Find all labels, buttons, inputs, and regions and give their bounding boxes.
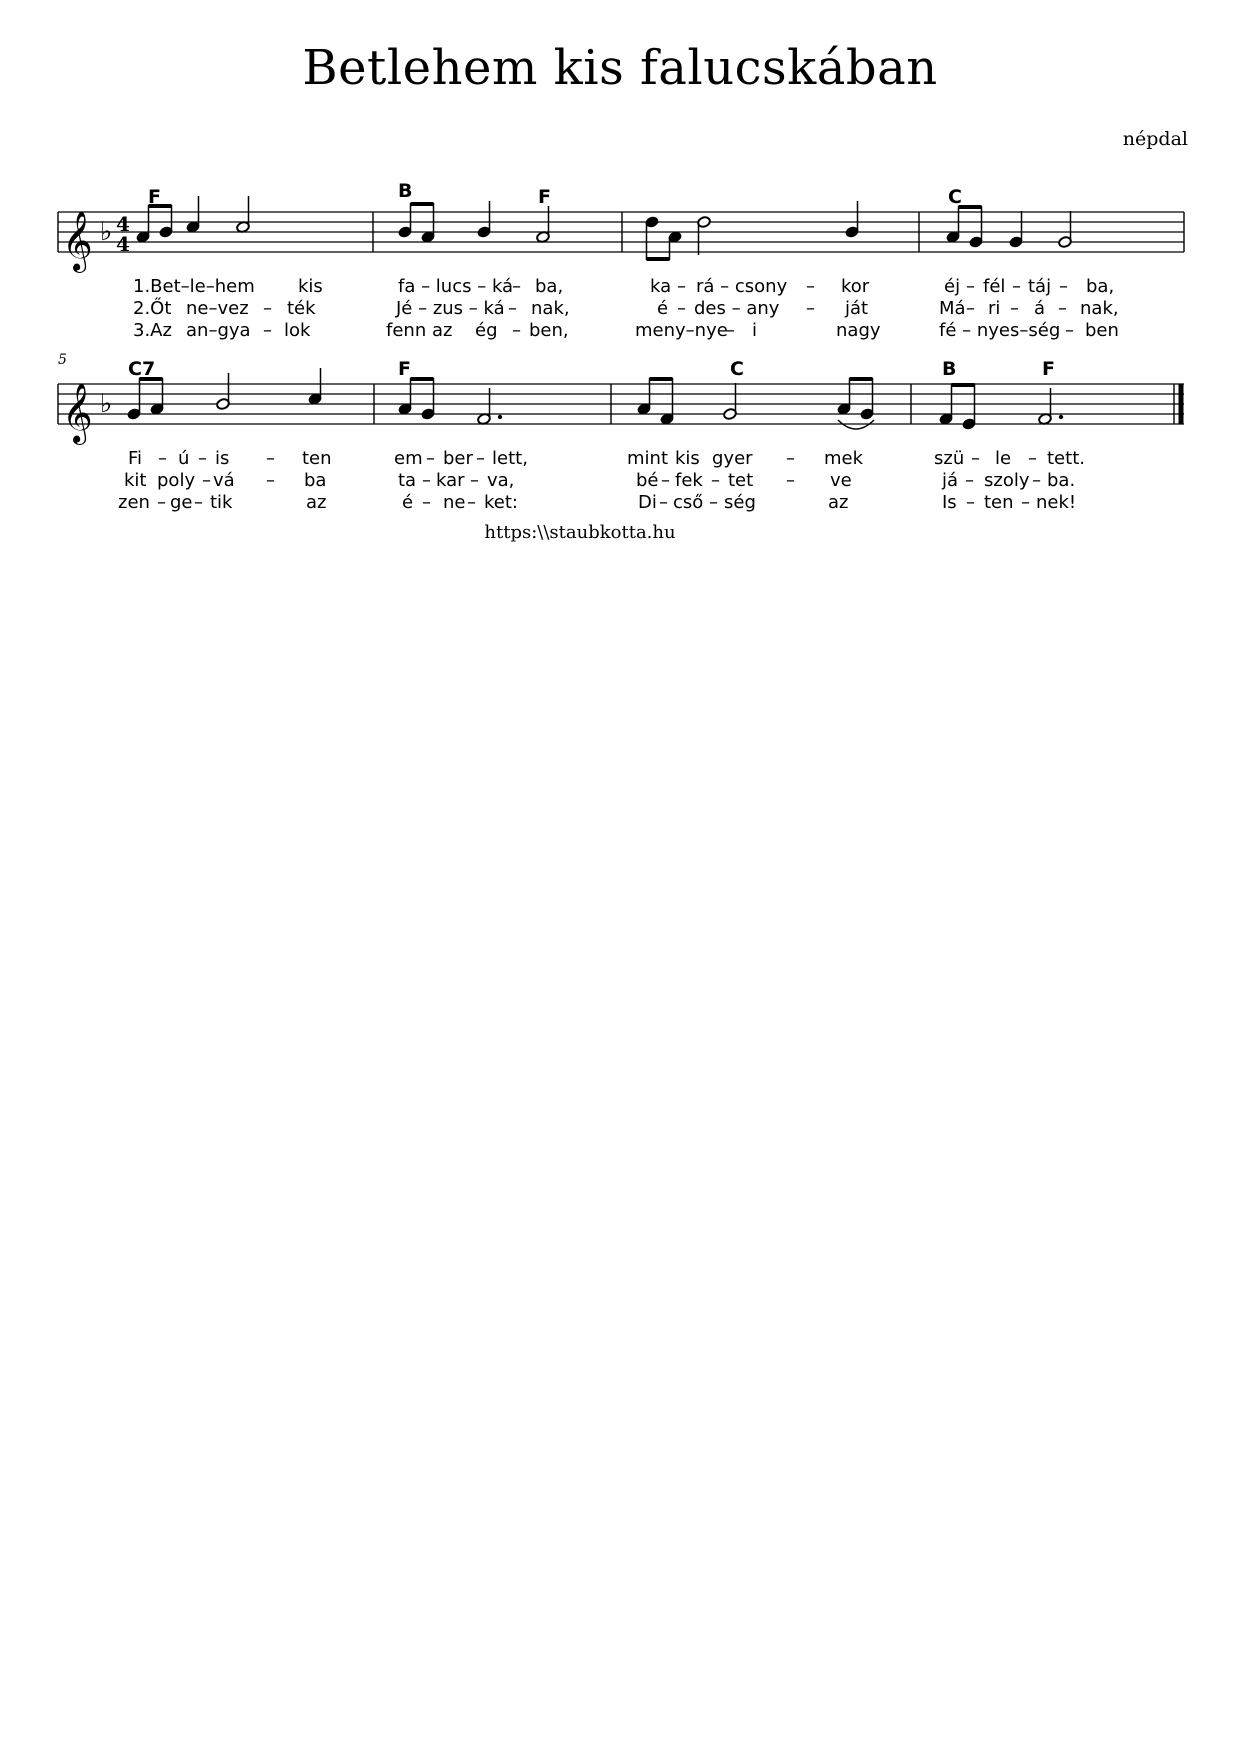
- lyric-syllable: –: [1059, 276, 1068, 297]
- lyric-syllable: fé – nyes–ség: [939, 320, 1061, 341]
- lyric-syllable: ne: [443, 492, 466, 513]
- lyric-syllable: fek: [675, 470, 703, 491]
- lyric-syllable: az: [828, 492, 849, 513]
- lyric-syllable: va,: [487, 470, 515, 491]
- lyric-syllable: –: [194, 492, 203, 513]
- lyric-syllable: –: [966, 492, 975, 513]
- lyric-syllable: ú: [178, 448, 190, 469]
- lyric-syllable: ket:: [484, 492, 518, 513]
- lyric-syllable: –: [806, 298, 815, 319]
- lyric-syllable: ség: [724, 492, 756, 513]
- lyric-syllable: –: [966, 298, 975, 319]
- lyric-syllable: poly: [157, 470, 196, 491]
- lyric-syllable: lok: [284, 320, 311, 341]
- lyric-syllable: –: [476, 448, 485, 469]
- lyric-syllable: ka: [650, 276, 672, 297]
- lyric-syllable: –: [661, 470, 670, 491]
- lyric-syllable: Fi: [128, 448, 143, 469]
- lyric-syllable: Má: [939, 298, 966, 319]
- lyric-syllable: –: [726, 320, 735, 341]
- lyric-syllable: táj: [1028, 276, 1052, 297]
- lyric-syllable: nak,: [531, 298, 570, 319]
- lyric-syllable: nak,: [1080, 298, 1119, 319]
- lyric-syllable: rá – csony: [696, 276, 788, 297]
- lyric-syllable: ta: [398, 470, 417, 491]
- lyric-syllable: szoly: [984, 470, 1030, 491]
- lyric-syllable: ve: [830, 470, 852, 491]
- lyric-syllable: –: [1028, 448, 1037, 469]
- lyric-syllable: –: [1012, 276, 1021, 297]
- chord-symbol: F: [538, 186, 551, 208]
- lyric-syllable: ne–vez: [186, 298, 249, 319]
- chord-symbol: C7: [128, 358, 156, 380]
- lyric-syllable: cső: [673, 492, 704, 513]
- lyric-syllable: lett,: [492, 448, 528, 469]
- lyric-syllable: –: [659, 492, 668, 513]
- lyric-syllable: des – any: [694, 298, 780, 319]
- lyric-syllable: Di: [638, 492, 657, 513]
- lyric-syllable: –: [786, 470, 795, 491]
- svg-text:4: 4: [116, 212, 130, 236]
- svg-text:4: 4: [116, 232, 130, 256]
- lyric-syllable: vá: [213, 470, 235, 491]
- lyric-syllable: –: [422, 492, 431, 513]
- lyric-syllable: nagy: [836, 320, 881, 341]
- treble-clef-icon: 𝄞: [62, 383, 93, 443]
- lyric-syllable: 2.Őt: [133, 298, 172, 319]
- lyric-syllable: kor: [841, 276, 870, 297]
- lyric-syllable: kis: [298, 276, 323, 297]
- lyric-syllable: Jé – zus – ká: [396, 298, 505, 319]
- lyric-syllable: –: [1058, 298, 1067, 319]
- lyric-syllable: –: [202, 470, 211, 491]
- lyric-syllable: kar: [436, 470, 465, 491]
- lyric-syllable: ba: [304, 470, 327, 491]
- lyric-syllable: –: [158, 448, 167, 469]
- lyric-syllable: kis: [675, 448, 700, 469]
- lyric-syllable: ber: [443, 448, 473, 469]
- lyric-syllable: i: [752, 320, 758, 341]
- lyric-syllable: em: [394, 448, 423, 469]
- lyric-syllable: –: [422, 470, 431, 491]
- lyric-syllable: –: [157, 492, 166, 513]
- composer-credit: népdal: [1122, 128, 1188, 150]
- lyric-syllable: le: [995, 448, 1012, 469]
- lyric-syllable: –: [263, 320, 272, 341]
- staff-system-2: [58, 368, 1184, 445]
- lyric-syllable: –: [965, 470, 974, 491]
- lyric-syllable: –: [1010, 298, 1019, 319]
- lyric-syllable: ben,: [529, 320, 569, 341]
- lyric-syllable: ba,: [1086, 276, 1115, 297]
- lyric-syllable: tik: [210, 492, 233, 513]
- lyric-syllable: –: [263, 298, 272, 319]
- lyric-syllable: –: [426, 448, 435, 469]
- lyric-syllable: bé: [636, 470, 659, 491]
- lyric-syllable: é: [402, 492, 414, 513]
- chord-symbol: B: [942, 358, 957, 380]
- lyric-syllable: kit: [124, 470, 147, 491]
- lyric-syllable: já: [942, 470, 959, 491]
- lyric-syllable: fél: [983, 276, 1006, 297]
- lyric-syllable: –: [971, 448, 980, 469]
- lyric-syllable: fenn az: [386, 320, 453, 341]
- lyric-syllable: –: [508, 298, 517, 319]
- chord-symbol: F: [398, 358, 411, 380]
- lyric-syllable: ba.: [1047, 470, 1076, 491]
- lyric-syllable: szü: [934, 448, 965, 469]
- lyric-syllable: gyer: [712, 448, 753, 469]
- lyric-syllable: –: [512, 276, 521, 297]
- lyric-syllable: –: [1032, 470, 1041, 491]
- chord-symbol: F: [148, 186, 161, 208]
- lyric-syllable: ját: [845, 298, 869, 319]
- lyric-syllable: ték: [287, 298, 316, 319]
- lyric-syllable: –: [677, 276, 686, 297]
- chord-symbol: F: [1042, 358, 1055, 380]
- chord-symbol: B: [398, 180, 413, 202]
- lyric-syllable: 3.Az: [133, 320, 172, 341]
- lyric-syllable: –: [266, 470, 275, 491]
- lyric-syllable: –: [711, 470, 720, 491]
- lyric-syllable: mek: [824, 448, 864, 469]
- lyric-syllable: –: [966, 276, 975, 297]
- lyric-syllable: zen: [118, 492, 150, 513]
- page-title: Betlehem kis falucskában: [302, 40, 938, 96]
- treble-clef-icon: 𝄞: [62, 211, 93, 271]
- lyric-syllable: –: [709, 492, 718, 513]
- lyric-syllable: –: [467, 492, 476, 513]
- lyric-syllable: ri: [988, 298, 1001, 319]
- lyric-syllable: tet: [728, 470, 754, 491]
- lyric-syllable: –: [470, 470, 479, 491]
- lyric-syllable: ben: [1085, 320, 1119, 341]
- lyric-syllable: meny–nye: [635, 320, 728, 341]
- lyric-syllable: –: [1021, 492, 1030, 513]
- lyric-syllable: é: [657, 298, 669, 319]
- lyric-syllable: nek!: [1036, 492, 1077, 513]
- staff-system-1: [58, 196, 1184, 273]
- lyric-syllable: –: [266, 448, 275, 469]
- lyric-syllable: ég: [475, 320, 498, 341]
- lyric-syllable: á: [1034, 298, 1046, 319]
- flat-icon: ♭: [100, 217, 113, 247]
- lyric-syllable: fa – lucs – ká: [398, 276, 514, 297]
- lyric-syllable: Is: [942, 492, 957, 513]
- measure-number: 5: [58, 352, 67, 368]
- lyric-syllable: –: [806, 276, 815, 297]
- lyric-syllable: 1.Bet–le–hem: [133, 276, 255, 297]
- lyric-syllable: éj: [944, 276, 961, 297]
- lyric-syllable: ten: [302, 448, 332, 469]
- chord-symbol: C: [948, 186, 962, 208]
- lyric-syllable: –: [1065, 320, 1074, 341]
- lyric-syllable: is: [215, 448, 230, 469]
- flat-icon: ♭: [100, 389, 113, 419]
- lyric-syllable: mint: [627, 448, 669, 469]
- lyric-syllable: ge: [170, 492, 193, 513]
- lyric-syllable: tett.: [1047, 448, 1085, 469]
- chord-symbol: C: [730, 358, 744, 380]
- lyric-syllable: an–gya: [186, 320, 251, 341]
- lyric-syllable: –: [512, 320, 521, 341]
- lyric-syllable: –: [677, 298, 686, 319]
- lyric-syllable: az: [306, 492, 327, 513]
- lyric-syllable: –: [198, 448, 207, 469]
- lyric-syllable: –: [786, 448, 795, 469]
- source-url: https:\\staubkotta.hu: [484, 522, 676, 543]
- lyric-syllable: ba,: [535, 276, 564, 297]
- lyric-syllable: ten: [984, 492, 1014, 513]
